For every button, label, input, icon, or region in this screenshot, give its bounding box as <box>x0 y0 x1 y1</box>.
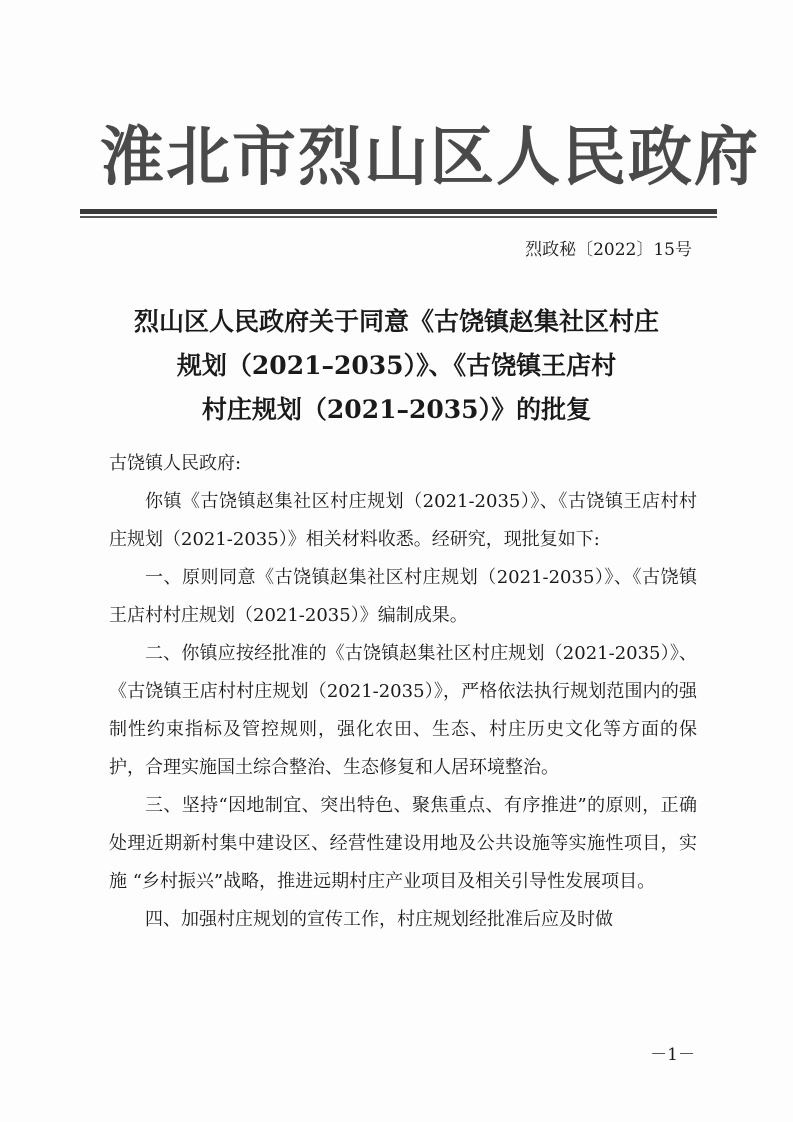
document-title <box>60 300 733 432</box>
header-rule-thin <box>80 216 717 218</box>
issuing-organization-title: 淮北市烈山区人民政府 <box>100 120 760 195</box>
salutation: 古饶镇人民政府: <box>109 453 242 474</box>
body-paragraph: 三、坚持“因地制宜、突出特色、聚焦重点、有序推进”的原则，正确处理近期新村集中建设区、经营性建设用地及公共设施等实施性项目，实施 “乡村振兴”战略，推进远期村庄产业项目及相关引导性发展项目。 <box>109 795 697 892</box>
document-title-line: 村庄规划（2021–2035）》的批复 <box>201 395 592 424</box>
body-paragraph: 一、原则同意《古饶镇赵集社区村庄规划（2021-2035）》、《古饶镇王店村村庄规划（2021-2035）》编制成果。 <box>109 567 697 626</box>
body-paragraph: 二、你镇应按经批准的《古饶镇赵集社区村庄规划（2021-2035）》、《古饶镇王店村村庄规划（2021-2035）》，严格依法执行规划范围内的强制性约束指标及管控规则，强化农田、生态、村庄历史文化等方面的保护，合理实施国土综合整治、生态修复和人居环境整治。 <box>109 643 697 778</box>
header-rule-thick <box>80 209 717 214</box>
page-number: －1－ <box>650 1045 695 1065</box>
document-title-line: 规划（2021–2035）》、《古饶镇王店村 <box>176 351 617 380</box>
document-title-line: 烈山区人民政府关于同意《古饶镇赵集社区村庄 <box>133 307 659 336</box>
body-paragraph: 四、加强村庄规划的宣传工作，村庄规划经批准后应及时做 <box>145 909 613 930</box>
document-number: 烈政秘〔2022〕15号 <box>525 240 692 260</box>
document-body <box>109 445 697 939</box>
body-paragraph: 你镇《古饶镇赵集社区村庄规划（2021-2035）》、《古饶镇王店村村庄规划（2021-2035）》相关材料收悉。经研究，现批复如下: <box>109 491 697 550</box>
